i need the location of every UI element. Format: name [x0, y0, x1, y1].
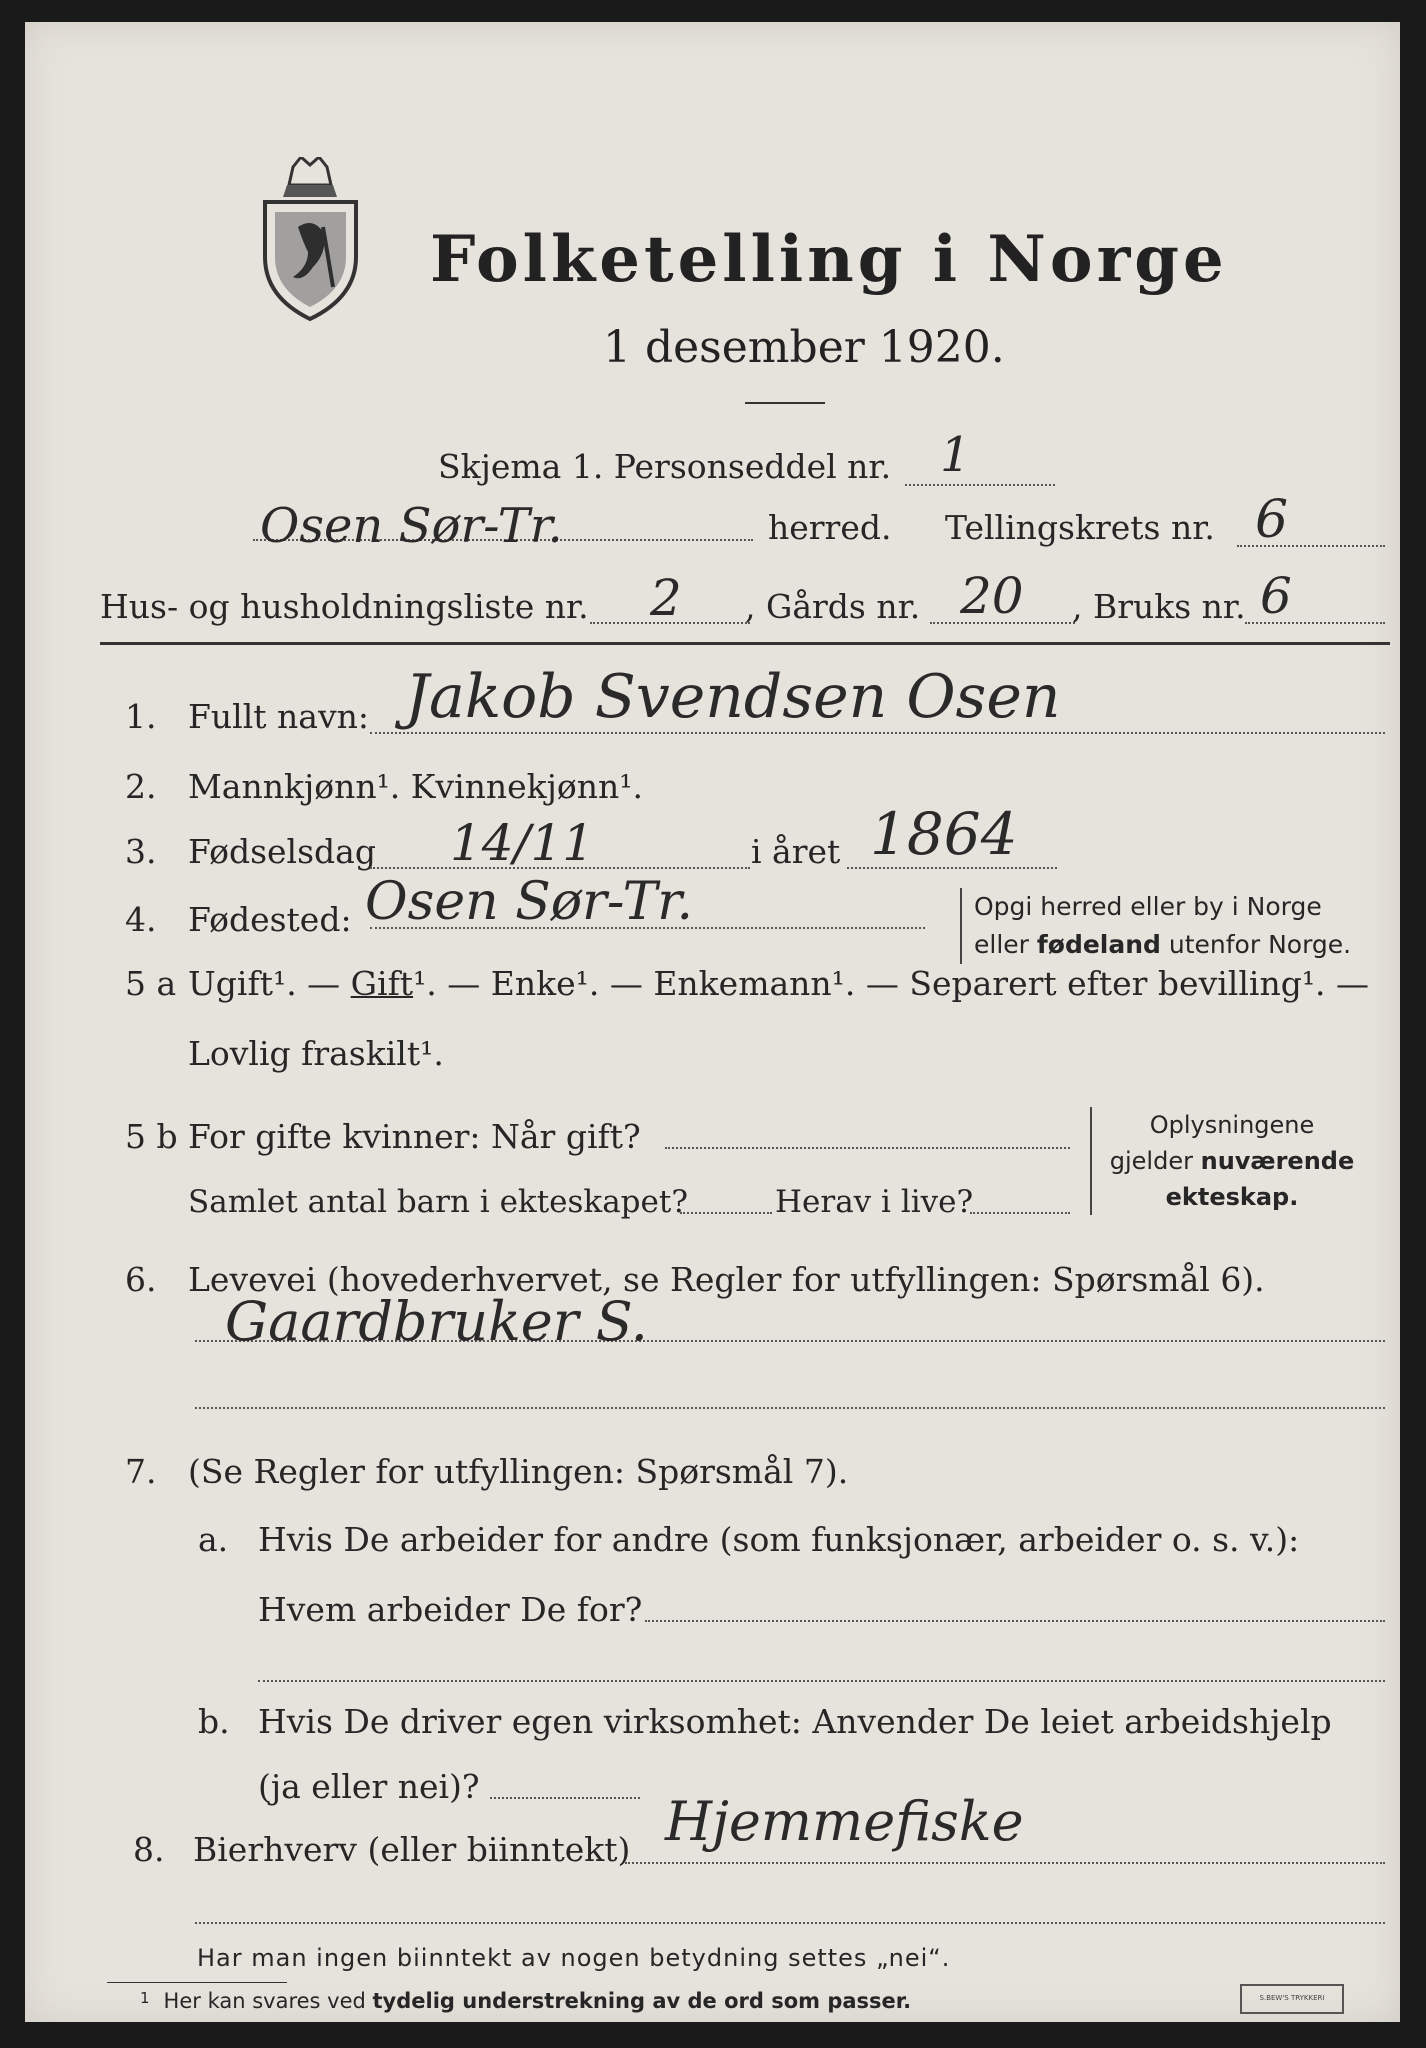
title-divider: [745, 402, 825, 404]
footnote-number: 1: [140, 1989, 150, 2007]
q6-label: Levevei (hovederhvervet, se Regler for utfyllingen: Spørsmål 6).: [188, 1260, 1265, 1299]
q5a-line2: Lovlig fraskilt¹.: [188, 1034, 444, 1073]
birth-year-value: 1864: [870, 800, 1018, 868]
biinntekt-note: Har man ingen biinntekt av nogen betydning settes „nei“.: [197, 1944, 951, 1972]
q5b-label1: For gifte kvinner: Når gift?: [188, 1117, 641, 1156]
personseddel-value: 1: [940, 427, 971, 483]
birthplace-note-line2: eller fødeland utenfor Norge.: [974, 930, 1352, 959]
q4-label: Fødested:: [188, 900, 352, 939]
q6-number: 6.: [125, 1260, 157, 1299]
bruks-label: , Bruks nr.: [1072, 587, 1246, 626]
q5b-number: 5 b: [125, 1117, 178, 1156]
birthplace-note-line1: Opgi herred eller by i Norge: [974, 892, 1322, 921]
printer-stamp: S.BEW'S TRYKKERI: [1240, 1984, 1344, 2014]
q7-label: (Se Regler for utfyllingen: Spørsmål 7).: [188, 1452, 849, 1491]
q3-label: Fødselsdag: [188, 832, 376, 871]
skjema-label: Skjema 1. Personseddel nr.: [438, 447, 892, 486]
q1-line: [370, 732, 1385, 734]
birthplace-value: Osen Sør-Tr.: [365, 872, 693, 932]
marital-status-options: Ugift¹. — Gift¹. — Enke¹. — Enkemann¹. — Separert efter bevilling¹. —: [188, 964, 1370, 1003]
q2-label: Mannkjønn¹. Kvinnekjønn¹.: [188, 767, 643, 806]
q7a-line2: Hvem arbeider De for?: [258, 1590, 643, 1629]
q7a-line1: Hvis De arbeider for andre (som funksjonær, arbeider o. s. v.):: [258, 1520, 1300, 1559]
q5b-note-line1: Oplysningene: [1149, 1111, 1315, 1139]
q7b-letter: b.: [198, 1702, 230, 1741]
footnote-rule: [107, 1982, 287, 1983]
q5b-label2: Samlet antal barn i ekteskapet?: [188, 1184, 688, 1220]
gards-label: , Gårds nr.: [745, 587, 921, 626]
census-date: 1 desember 1920.: [603, 322, 1005, 373]
census-form-page: [25, 22, 1400, 2022]
footnote: $^1$ Her kan svares ved tydelig understrekning av de ord som passer.: [140, 1989, 912, 2013]
q5b-alive-line: [970, 1212, 1070, 1214]
personseddel-line: [905, 484, 1055, 486]
husholdningsliste-label: Hus- og husholdningsliste nr.: [100, 587, 589, 626]
q5b-note-line3: ekteskap.: [1165, 1183, 1299, 1211]
q7b-line1: Hvis De driver egen virksomhet: Anvender De leiet arbeidshjelp: [258, 1702, 1332, 1741]
side-occupation-value: Hjemmefiske: [665, 1790, 1024, 1853]
q5b-label3: Herav i live?: [775, 1184, 974, 1220]
coat-of-arms-icon: [253, 157, 368, 322]
q8-line: [625, 1862, 1385, 1864]
tellingskrets-label: Tellingskrets nr.: [945, 508, 1215, 547]
q3-year-label: i året: [751, 832, 841, 871]
q6-line2: [195, 1407, 1385, 1409]
q5b-married-line: [665, 1147, 1070, 1149]
q7b-line2: (ja eller nei)?: [258, 1767, 480, 1806]
q2-number: 2.: [125, 767, 157, 806]
q7a-extra-line: [258, 1680, 1385, 1682]
occupation-value: Gaardbruker S.: [225, 1290, 648, 1353]
q5b-children-line: [680, 1212, 772, 1214]
q5b-note: [1090, 1107, 1372, 1215]
q7a-letter: a.: [198, 1520, 229, 1559]
birthplace-note: [960, 888, 1351, 964]
q7b-answer-line: [490, 1797, 640, 1799]
form-title: Folketelling i Norge: [430, 222, 1228, 297]
bruks-value: 6: [1260, 567, 1292, 625]
q8-extra-line: [195, 1922, 1385, 1924]
q5a-number: 5 a: [125, 964, 177, 1003]
q1-label: Fullt navn:: [188, 697, 369, 736]
q7a-employer-line: [645, 1620, 1385, 1622]
husholdningsliste-value: 2: [650, 569, 682, 627]
header-rule: [100, 642, 1390, 645]
herred-value: Osen Sør-Tr.: [260, 498, 563, 554]
q3-number: 3.: [125, 832, 157, 871]
birth-date-value: 14/11: [450, 814, 595, 872]
marital-status-selected: Gift: [350, 964, 414, 1003]
q4-number: 4.: [125, 900, 157, 939]
q5b-note-line2: gjelder nuværende: [1109, 1147, 1355, 1175]
tellingskrets-value: 6: [1255, 490, 1289, 550]
q1-number: 1.: [125, 697, 157, 736]
herred-label: herred.: [768, 508, 892, 547]
q7-number: 7.: [125, 1452, 157, 1491]
full-name-value: Jakob Svendsen Osen: [405, 662, 1061, 732]
q8-number: 8.: [133, 1830, 165, 1869]
gards-value: 20: [960, 567, 1024, 625]
q8-label: Bierhverv (eller biinntekt): [193, 1830, 631, 1869]
